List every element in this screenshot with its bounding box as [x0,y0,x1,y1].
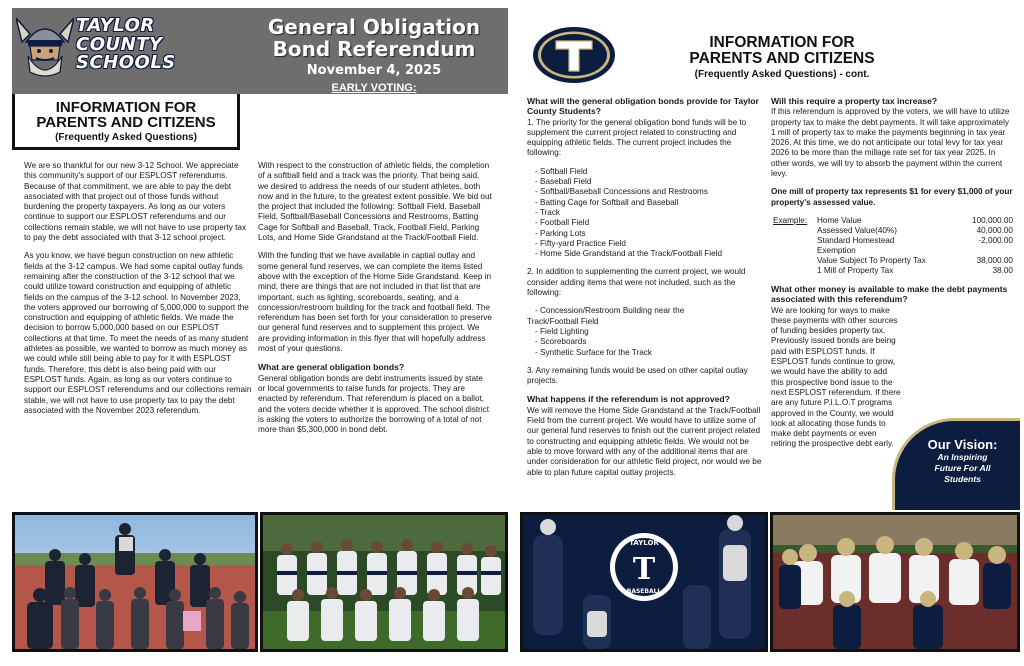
athletic-fields-paragraph: With respect to the construction of athletic fields, the completion of a softball field and a track was the priority. That being said, we desired to address the needs of our student athletes, both now and in the future, to the greatest extent possible. We bid out the project that included the following: Softball Field, Baseball Field, Softball/Baseball Concessions and Restrooms, Batting Cage for Softball and Baseball, Track, Football Field, Parking Lots, and Home Side Grandstand at the Track/Football Field. [258,161,492,243]
row-value: 38,000.00 [976,255,1013,265]
list-item: - Baseball Field [535,177,592,187]
construction-paragraph: As you know, we have begun construction on new athletic fields at the 3-12 campus. We had some capital outlay funds remaining after the construction of the 3-12 school that we could utilize toward construction and equipping of athletic fields on the campus of the 3-12 school. In November 2023, the voters approved our borrowing of 5,000,000 to support the construction and equipping of athletic fields. We made the decision to borrow 5,000,000 based on our ESPLOST collections at that time. To meet the needs of as many student athletes as possible, we wanted to borrow as much money as we could while still being able to pay for it with ESPLOST funds. Therefore, this debt is also being paid with our ESPLOST funds. Again, as long as our voters continue to support our ESPLOST referendums and our collections remain stable, we will not have to use property tax to pay the debt associated with the November 2023 referendum. [24,251,252,415]
question-other-money: What other money is available to make the debt payments associated with this referendum? [771,283,1008,305]
logo-line1: TAYLOR [76,15,155,36]
row-label: Home Value [817,215,862,225]
right-page [512,0,1024,666]
info-heading-cont [632,35,932,80]
election-date: November 4, 2025 [306,63,442,78]
info-heading-box [12,94,240,150]
tax-example-table [771,216,1015,276]
list-item: - Scoreboards [535,337,587,347]
funding-paragraph: With the funding that we have available in captial outlay and some general fund reserves, we can complete the items listed above with the exception of the Home Side Grandstand. Keep in mind, there are things that are not included in that list that are important, such as lighting, scoreboards, seating, and a concession/restroom building for the track and football field. The referendum has been set forth for your consideration to preserve our general fund reserves and to supplement this project. We are providing information in this flyer that will hopefully address most of your questions. [258,251,492,354]
taylor-t-logo-icon [532,26,616,84]
additional-items-list [527,306,765,357]
title-line2: Bond Referendum [272,37,476,61]
list-item: - Synthetic Surface for the Track [535,347,652,357]
left-column-2 [258,161,492,443]
baseball-logo-letter: T [632,552,656,587]
right-column-1 [527,96,765,486]
row-label: Value Subject To Property Tax [817,255,926,265]
list-item: - Football Field [535,218,590,228]
baseball-logo-bottom: BASEBALL [626,588,662,595]
current-project-list [527,167,765,260]
cont-subtitle: (Frequently Asked Questions) - cont. [694,69,870,80]
baseball-logo-top: TAYLOR [629,539,659,547]
answer-bonds: General obligation bonds are debt instruments issued by state or local governments to raise funds for projects. They are enacted by referendum. That referendum is placed on a ballot, and the voters decide whether it is approved. The school district is asking the voters to authorize the borrowing of a total of not more than $5,300,000 in bond debt. [258,373,490,435]
intro-paragraph: We are so thankful for our new 3-12 School. We appreciate this community's support of our ESPLOST referendums. Because of that commitment, we are able to pay the debt associated with that project out of those funds without burdening the property taxpayers. As long as our voters continue to support our ESPLOST referendums and our collections remain stable, we will not have to use property tax to pay the debt associated with that 3-12 school project. [24,161,247,243]
row-value: 40,000.00 [976,225,1013,235]
football-players-photo [770,512,1020,652]
taylor-county-schools-logo [16,12,238,88]
list-item-continuation: Track/Football Field [527,316,599,326]
row-label: 1 Mill of Property Tax [817,265,894,275]
vision-line1: An Inspiring [937,452,988,462]
table-row [771,266,1015,276]
table-row [771,226,1015,236]
left-column-1 [24,161,252,424]
logo-line2: COUNTY [76,33,163,55]
list-item: - Concession/Restroom Building near the [535,306,685,316]
vision-line3: Students [944,474,981,484]
baseball-collage-photo [520,512,768,652]
row-value: 100,000.00 [972,215,1013,225]
list-item: - Softball Field [535,166,588,176]
answer-remaining-funds: 3. Any remaining funds would be used on other capital outlay projects. [527,365,748,386]
row-value: -2,000.00 [978,235,1013,245]
row-label: Assessed Value(40%) [817,225,897,235]
list-item: - Fifty-yard Practice Field [535,238,626,248]
table-row [771,256,1015,266]
list-item: - Home Side Grandstand at the Track/Football Field [535,249,723,259]
answer-additional: 2. In addition to supplementing the current project, we would consider adding items that were not included, such as the following: [527,267,746,298]
list-item: - Softball/Baseball Concessions and Restrooms [535,187,708,197]
info-subtitle: (Frequently Asked Questions) [55,132,197,143]
referendum-title [242,16,506,120]
mill-note: One mill of property tax represents $1 for every $1,000 of your property's assessed value. [771,187,1013,207]
table-row [771,236,1015,256]
title-line1: General Obligation [267,15,481,39]
answer-priority: 1. The priority for the general obligation bond funds will be to supplement the current project related to constructing and equipping athletic fields. The current project includes the following: [527,117,747,158]
answer-tax-increase: If this referendum is approved by the voters, we will have to utilize property tax to make the debt payments. It will take approximately 1 mill of property tax to make the payments beginning in tax year 2026. At this time, we do not anticipate our total levy for tax year 2026 to be more than the millage rate set for tax year 2025. In other words, we will try to absorb the payment within the current levy. [771,107,1010,179]
list-item: - Field Lighting [535,326,589,336]
early-voting-dates: Oct. 14 - Oct. 31 [332,94,416,106]
example-label: Example: [773,215,808,225]
list-item: - Batting Cage for Softball and Baseball [535,197,679,207]
question-bonds: What are general obligation bonds? [258,362,405,373]
info-title-line1: INFORMATION FOR [55,99,197,116]
right-column-2 [771,96,1015,458]
answer-other-money: We are looking for ways to make these payments with other sources of funding besides property tax. Previously issued bonds are being paid with ESPLOST funds. If ESPLOST funds continue to grow, we would have the ability to add this prospective bond issue to the next ESPLOST referendum. If there are any future P.I.L.O.T programs approved in the County, we would look at allocating those funds to make debt payments or even retiring the prospective debt early. [771,305,901,449]
info-title-line2: PARENTS AND CITIZENS [36,114,216,131]
logo-line3: SCHOOLS [76,52,176,73]
table-row [771,216,1015,226]
vision-title: Our Vision: [927,437,998,452]
softball-team-photo [260,512,508,652]
early-voting-label: EARLY VOTING: [331,82,417,94]
logo-wordmark [76,17,176,73]
question-tax-increase: Will this require a property tax increase? [771,96,938,106]
track-team-photo [12,512,258,652]
question-not-approved: What happens if the referendum is not approved? [527,394,730,405]
question-what-provide: What will the general obligation bonds provide for Taylor County Students? [527,96,759,117]
row-label: Standard Homestead Exemption [817,235,895,255]
vision-line2: Future For All [934,463,991,473]
answer-not-approved: We will remove the Home Side Grandstand at the Track/Football Field from the current project. We would have to utilize some of our general fund reserves to finish out the current project related to constructing and equipping athletic fields. We would not be able to move forward with any of the additional items that are under consideration for our athletic field project, nor would we be able to plan future capital outlay projects. [527,405,762,477]
row-value: 38.00 [992,265,1013,275]
viking-mascot-icon [16,12,74,78]
list-item: - Track [535,207,561,217]
list-item: - Parking Lots [535,228,586,238]
cont-title-line1: INFORMATION FOR [709,34,855,51]
early-voting-saturdays: Saturdays Oct. 18 & Oct. 25 [302,107,446,119]
cont-title-line2: PARENTS AND CITIZENS [689,50,875,67]
